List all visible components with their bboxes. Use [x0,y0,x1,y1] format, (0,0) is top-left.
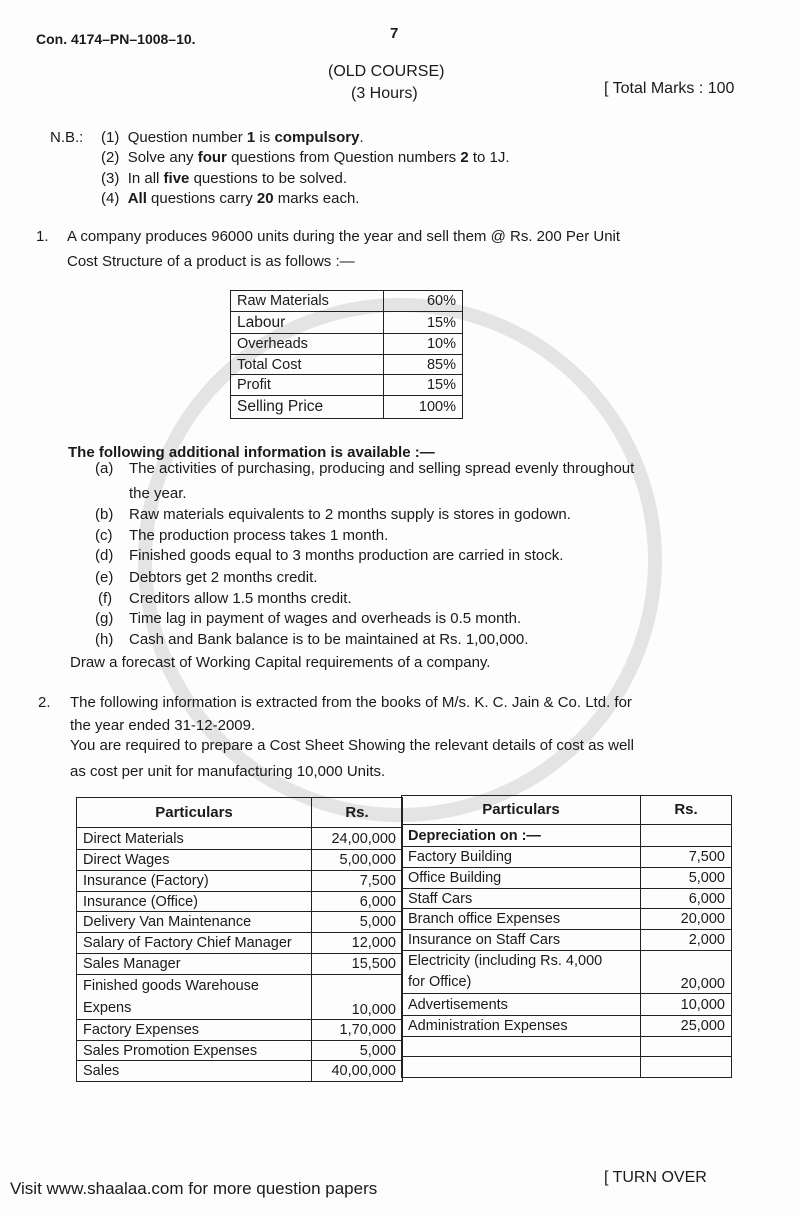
cell: Raw Materials [231,291,384,312]
table-row [231,375,463,396]
info-text: Raw materials equivalents to 2 months supply is stores in godown. [129,506,571,523]
cell: Overheads [231,334,384,355]
table-row [77,871,403,892]
cell: 6,000 [312,892,403,912]
table-row [402,1016,732,1037]
cell: Advertisements [402,994,641,1016]
info-label: (h) [95,631,114,648]
instruction-item: (4) All questions carry 20 marks each. [101,190,360,207]
info-label: (d) [95,547,114,564]
cell: 5,00,000 [312,850,403,871]
cost-structure-table [230,290,463,419]
instruction-item: (2) Solve any four questions from Question numbers 2 to 1J. [101,149,510,166]
cell: Insurance (Office) [77,892,312,912]
cell: 5,000 [312,912,403,933]
cell: 85% [384,355,463,375]
nb-label: N.B.: [50,129,84,146]
table-row [402,825,732,847]
table-row [402,930,732,951]
cell [641,1057,732,1078]
cell: Direct Materials [77,828,312,850]
table-row [77,1041,403,1061]
table-row [402,1057,732,1078]
table-row [77,1061,403,1082]
table-row [77,975,403,1020]
paper-code: Con. 4174–PN–1008–10. [36,31,196,47]
cell: 7,500 [312,871,403,892]
table-header-row [77,798,403,828]
q1-closing: Draw a forecast of Working Capital requirements of a company. [70,654,491,671]
cell: Staff Cars [402,889,641,909]
instruction-item: (3) In all five questions to be solved. [101,170,348,187]
info-label: (g) [95,610,114,627]
cell: Administration Expenses [402,1016,641,1037]
info-text: Time lag in payment of wages and overheads is 0.5 month. [129,610,522,627]
info-label: (e) [95,569,114,586]
info-label: (f) [98,590,113,607]
cell: 24,00,000 [312,828,403,850]
cell: 60% [384,291,463,312]
q2-line: as cost per unit for manufacturing 10,000 Units. [70,763,386,780]
info-text: Creditors allow 1.5 months credit. [129,590,352,607]
cell: 7,500 [641,847,732,868]
table-row [231,312,463,334]
q2-number: 2. [38,694,51,711]
cost-details-table-right [401,795,732,1078]
column-header: Particulars [77,798,312,828]
cell: 6,000 [641,889,732,909]
table-row [402,889,732,909]
cell: Delivery Van Maintenance [77,912,312,933]
table-row [77,828,403,850]
cell: Sales Manager [77,954,312,975]
cost-details-table-left [76,797,403,1082]
cell: Sales [77,1061,312,1082]
cell: Branch office Expenses [402,909,641,930]
cell: Insurance on Staff Cars [402,930,641,951]
table-row [77,1020,403,1041]
cell: 100% [384,396,463,419]
page-number: 7 [390,25,399,42]
table-row [77,933,403,954]
cell: 15% [384,312,463,334]
footer-visit-text: Visit www.shaalaa.com for more question papers [10,1179,378,1198]
column-header: Rs. [312,798,403,828]
info-text: The production process takes 1 month. [129,527,389,544]
info-text: The activities of purchasing, producing and selling spread evenly throughout [129,460,635,477]
table-row [402,847,732,868]
turn-over: [ TURN OVER [604,1169,707,1186]
table-row [77,912,403,933]
q1-line: A company produces 96000 units during the year and sell them @ Rs. 200 Per Unit [67,228,621,245]
q2-line: You are required to prepare a Cost Sheet Showing the relevant details of cost as well [70,737,634,754]
table-row [402,994,732,1016]
table-row [77,850,403,871]
info-label: (c) [95,527,113,544]
info-text: Debtors get 2 months credit. [129,569,318,586]
total-marks: [ Total Marks : 100 [604,80,735,97]
info-label: (a) [95,460,114,477]
cell: Sales Promotion Expenses [77,1041,312,1061]
cell [641,1037,732,1057]
cell: Office Building [402,868,641,889]
column-header: Rs. [641,796,732,825]
q2-line: the year ended 31-12-2009. [70,717,256,734]
cell [402,1037,641,1057]
table-row [231,396,463,419]
cell: Profit [231,375,384,396]
table-row [402,909,732,930]
cell: 25,000 [641,1016,732,1037]
cell: Selling Price [231,396,384,419]
column-header: Particulars [402,796,641,825]
cell: 2,000 [641,930,732,951]
cell: 5,000 [641,868,732,889]
table-row [402,868,732,889]
duration: (3 Hours) [351,85,418,102]
table-row [77,954,403,975]
cell: 10,000 [641,994,732,1016]
cell: 40,00,000 [312,1061,403,1082]
cell: Finished goods Warehouse Expens [77,975,312,1020]
cell [641,825,732,847]
cell: Insurance (Factory) [77,871,312,892]
cell: 1,70,000 [312,1020,403,1041]
q2-line: The following information is extracted from the books of M/s. K. C. Jain & Co. Ltd. for [70,694,632,711]
table-row [77,892,403,912]
table-header-row [402,796,732,825]
cell: 15% [384,375,463,396]
table-row [231,291,463,312]
info-text: Finished goods equal to 3 months production are carried in stock. [129,547,564,564]
cell: Electricity (including Rs. 4,000 for Office) [402,951,641,994]
cell: Labour [231,312,384,334]
q1-line: Cost Structure of a product is as follows :— [67,253,355,270]
cell [402,1057,641,1078]
info-text: Cash and Bank balance is to be maintained at Rs. 1,00,000. [129,631,529,648]
cell: Direct Wages [77,850,312,871]
cell: 20,000 [641,909,732,930]
cell: Salary of Factory Chief Manager [77,933,312,954]
cell: Factory Expenses [77,1020,312,1041]
table-row [402,1037,732,1057]
cell: 10% [384,334,463,355]
table-row [231,334,463,355]
info-label: (b) [95,506,114,523]
table-row [402,951,732,994]
additional-info-heading: The following additional information is available :— [68,444,435,461]
cell: 12,000 [312,933,403,954]
table-row [231,355,463,375]
cell: 10,000 [312,975,403,1020]
cell: 15,500 [312,954,403,975]
cell: Total Cost [231,355,384,375]
cell: Factory Building [402,847,641,868]
cell: 20,000 [641,951,732,994]
cell: 5,000 [312,1041,403,1061]
cell: Depreciation on :— [402,825,641,847]
q1-number: 1. [36,228,49,245]
instruction-item: (1) Question number 1 is compulsory. [101,129,364,146]
course-label: (OLD COURSE) [328,63,445,80]
info-text: the year. [129,485,187,502]
